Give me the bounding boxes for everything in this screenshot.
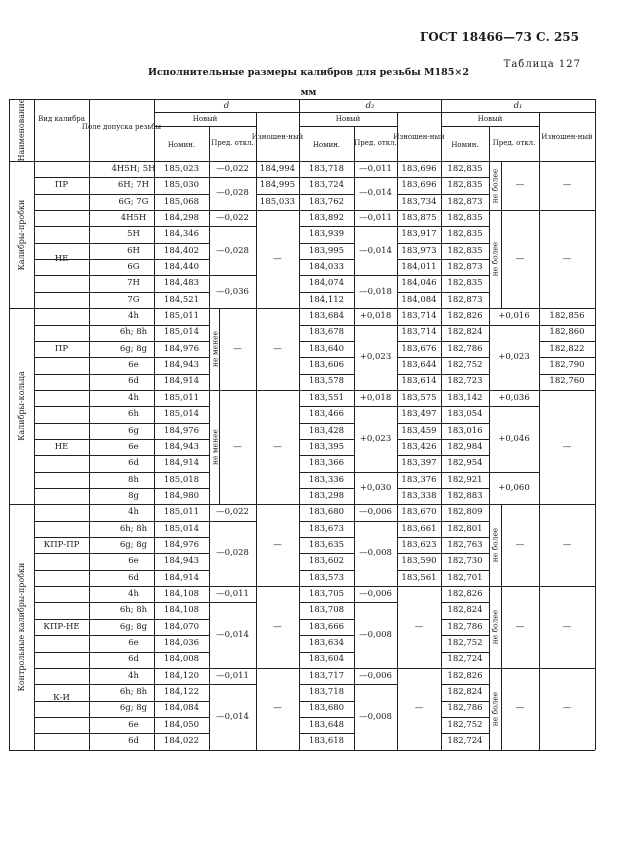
d-nominal-cell: 184,976 xyxy=(163,343,200,354)
dash-cell: — xyxy=(515,621,525,632)
d2-worn-cell: 183,575 xyxy=(401,392,437,403)
d-worn-cell: 184,994 xyxy=(259,163,296,174)
d2-nominal-cell: 183,578 xyxy=(308,376,345,387)
dash-cell: — xyxy=(515,253,525,264)
dash-cell: — xyxy=(562,539,572,550)
d2-worn-cell: 183,376 xyxy=(401,474,437,485)
d1-nominal-cell: 182,701 xyxy=(447,572,483,583)
column-header-d1: d₁ xyxy=(513,100,523,111)
column-header-worn-1: Изношен-ный xyxy=(393,132,445,141)
d2-nominal-cell: 183,939 xyxy=(308,229,345,240)
d2-worn-cell: 184,046 xyxy=(401,278,437,289)
d-nominal-cell: 184,346 xyxy=(163,229,200,240)
d1-not-more-label-1: не более xyxy=(490,241,500,277)
d-nominal-cell: 184,298 xyxy=(163,212,200,223)
d1-nominal-cell: 182,873 xyxy=(447,262,483,273)
tolerance-cell: 4H5H; 5H xyxy=(111,163,156,174)
d-nominal-cell: 184,914 xyxy=(163,458,200,469)
d2-nominal-cell: 183,428 xyxy=(308,425,345,436)
tolerance-cell: 8h xyxy=(128,474,139,485)
dash-cell: — xyxy=(273,621,282,632)
tolerance-cell: 6h; 8h xyxy=(119,605,148,616)
d1-nominal-cell: 182,835 xyxy=(447,212,483,223)
d2-worn-cell: 183,397 xyxy=(401,458,437,469)
d2-nominal-cell: 183,680 xyxy=(308,507,345,518)
column-header-worn-2: Изношен-ный xyxy=(541,132,593,141)
d2-nominal-cell: 183,705 xyxy=(308,589,345,600)
d2-nominal-cell: 183,634 xyxy=(308,638,345,649)
tolerance-cell: 4h xyxy=(128,589,139,600)
column-header-d: d xyxy=(223,100,230,111)
d1-nominal-cell: 182,824 xyxy=(447,605,483,616)
d2-nominal-cell: 183,718 xyxy=(308,687,345,698)
d2-deviation-cell: —0,011 xyxy=(359,163,392,174)
d-nominal-cell: 184,440 xyxy=(163,262,200,273)
d2-nominal-cell: 183,673 xyxy=(308,523,345,534)
tolerance-cell: 7G xyxy=(127,294,140,305)
d2-worn-cell: 183,459 xyxy=(401,425,437,436)
d-nominal-cell: 184,008 xyxy=(163,654,200,665)
d-deviation-cell: —0,022 xyxy=(216,507,249,518)
grid-line xyxy=(89,99,90,750)
d2-worn-cell: 183,561 xyxy=(401,572,437,583)
d2-worn-cell: 183,734 xyxy=(401,196,437,207)
dash-cell: — xyxy=(515,180,525,191)
d1-nominal-cell: 182,786 xyxy=(447,621,483,632)
column-header-new-1: Новый xyxy=(335,114,361,123)
d2-deviation-cell: —0,006 xyxy=(359,589,392,600)
grid-line xyxy=(501,504,502,586)
kind-label-4: КПР-ПР xyxy=(43,539,80,550)
column-header-nominal-2: Номин. xyxy=(451,140,479,149)
d2-worn-cell: 183,426 xyxy=(401,441,437,452)
dash-cell: — xyxy=(414,621,424,632)
d2-nominal-cell: 183,602 xyxy=(308,556,345,567)
d2-nominal-cell: 183,708 xyxy=(308,605,345,616)
dash-cell: — xyxy=(233,343,242,354)
dash-cell: — xyxy=(273,703,282,714)
dash-cell: — xyxy=(515,539,525,550)
d-nominal-cell: 184,976 xyxy=(163,425,200,436)
d2-worn-cell: 183,973 xyxy=(401,245,437,256)
d-nominal-cell: 184,122 xyxy=(163,687,200,698)
column-header-deviation-0: Пред. откл. xyxy=(211,138,254,147)
d2-deviation-cell: —0,018 xyxy=(359,286,392,297)
dash-cell: — xyxy=(562,180,572,191)
d2-nominal-cell: 183,635 xyxy=(308,539,345,550)
tolerance-cell: 7H xyxy=(127,278,140,289)
dash-cell: — xyxy=(562,441,572,452)
d-deviation-cell: —0,028 xyxy=(216,245,249,256)
d-nominal-cell: 185,011 xyxy=(163,507,200,518)
d1-nominal-cell: 182,752 xyxy=(447,638,483,649)
column-header-deviation-2: Пред. откл. xyxy=(492,138,536,147)
d2-deviation-cell: +0,023 xyxy=(359,351,392,362)
d1-nominal-cell: 182,835 xyxy=(447,163,483,174)
tolerance-cell: 6h; 8h xyxy=(119,687,148,698)
dash-cell: — xyxy=(273,539,282,550)
grid-line xyxy=(219,308,220,390)
d2-nominal-cell: 183,648 xyxy=(308,719,345,730)
grid-line xyxy=(501,161,502,210)
d1-nominal-cell: 182,984 xyxy=(447,441,483,452)
d2-nominal-cell: 183,395 xyxy=(308,441,345,452)
d2-worn-cell: 183,497 xyxy=(401,409,437,420)
dash-cell: — xyxy=(273,343,282,354)
d2-deviation-cell: —0,006 xyxy=(359,670,392,681)
d-deviation-cell: —0,014 xyxy=(216,629,249,640)
d2-worn-cell: 183,661 xyxy=(401,523,437,534)
grid-line xyxy=(9,161,595,162)
d1-nominal-cell: 182,723 xyxy=(447,376,483,387)
column-header-new-2: Новый xyxy=(477,114,503,123)
d1-nominal-cell: 182,824 xyxy=(447,687,483,698)
d-nominal-cell: 184,483 xyxy=(163,278,200,289)
d1-nominal-cell: 182,826 xyxy=(447,670,483,681)
d1-worn-cell: 182,790 xyxy=(549,360,585,371)
d2-worn-cell: 183,338 xyxy=(401,490,437,501)
d-nominal-cell: 184,914 xyxy=(163,376,200,387)
d2-nominal-cell: 183,606 xyxy=(308,360,345,371)
tolerance-cell: 6g; 8g xyxy=(119,343,148,354)
d-nominal-cell: 184,108 xyxy=(163,589,200,600)
tolerance-cell: 4H5H xyxy=(120,212,147,223)
d-deviation-cell: —0,028 xyxy=(216,188,249,199)
d2-nominal-cell: 184,074 xyxy=(308,278,345,289)
dash-cell: — xyxy=(273,253,282,264)
d1-nominal-cell: 182,873 xyxy=(447,294,483,305)
d1-nominal-cell: 182,724 xyxy=(447,736,483,747)
d2-worn-cell: 183,590 xyxy=(401,556,437,567)
dash-cell: — xyxy=(562,703,572,714)
tolerance-cell: 8g xyxy=(128,490,139,501)
d2-deviation-cell: —0,014 xyxy=(359,245,392,256)
d-deviation-cell: —0,011 xyxy=(216,589,249,600)
d-nominal-cell: 184,914 xyxy=(163,572,200,583)
column-header-new-0: Новый xyxy=(192,114,218,123)
d-nominal-cell: 185,014 xyxy=(163,327,200,338)
tolerance-cell: 6e xyxy=(128,556,139,567)
d1-nominal-cell: 182,826 xyxy=(447,311,483,322)
d2-nominal-cell: 183,680 xyxy=(308,703,345,714)
kind-label-5: КПР-НЕ xyxy=(43,621,80,632)
d-nominal-cell: 184,050 xyxy=(163,719,200,730)
unit-label: мм xyxy=(300,88,317,98)
d1-nominal-cell: 182,752 xyxy=(447,719,483,730)
d-nominal-cell: 184,980 xyxy=(163,490,200,501)
grid-line xyxy=(219,390,220,504)
d2-nominal-cell: 183,995 xyxy=(308,245,345,256)
d1-nominal-cell: 182,835 xyxy=(447,180,483,191)
grid-line xyxy=(501,586,502,668)
grid-line xyxy=(9,99,595,100)
d2-deviation-cell: +0,018 xyxy=(359,311,392,322)
d2-nominal-cell: 183,717 xyxy=(308,670,345,681)
d-nominal-cell: 184,943 xyxy=(163,556,200,567)
d2-nominal-cell: 183,551 xyxy=(308,392,345,403)
tolerance-cell: 4h xyxy=(128,507,139,518)
tolerance-cell: 6H xyxy=(127,245,140,256)
grid-line xyxy=(441,126,539,127)
d-nominal-cell: 185,018 xyxy=(163,474,200,485)
d2-worn-cell: 183,875 xyxy=(401,212,437,223)
kind-label-1: НЕ xyxy=(54,253,69,264)
d1-nominal-cell: 182,801 xyxy=(447,523,483,534)
group-label-1: Калибры-кольца xyxy=(16,371,26,442)
grid-line xyxy=(9,750,595,751)
grid-line xyxy=(9,99,10,750)
d-nominal-cell: 185,014 xyxy=(163,409,200,420)
d-deviation-cell: —0,036 xyxy=(216,286,249,297)
grid-line xyxy=(501,210,502,308)
d2-nominal-cell: 183,718 xyxy=(308,163,345,174)
tolerance-cell: 6d xyxy=(128,654,139,665)
tolerance-cell: 4h xyxy=(128,392,139,403)
tolerance-cell: 6g; 8g xyxy=(119,703,148,714)
d2-nominal-cell: 184,033 xyxy=(308,262,345,273)
tolerance-cell: 6H; 7H xyxy=(117,180,150,191)
d1-nominal-cell: 182,786 xyxy=(447,343,483,354)
d-nominal-cell: 184,120 xyxy=(163,670,200,681)
column-header-tolerance: Поле допуска резьбы xyxy=(81,122,162,131)
tolerance-cell: 6d xyxy=(128,376,139,387)
d1-worn-cell: 182,822 xyxy=(549,343,585,354)
d2-nominal-cell: 183,466 xyxy=(308,409,345,420)
tolerance-cell: 6e xyxy=(128,441,139,452)
d1-not-more-label-3: не более xyxy=(490,609,500,645)
d2-worn-cell: 183,614 xyxy=(401,376,437,387)
column-header-d2: d₂ xyxy=(365,100,375,111)
d1-nominal-cell: 182,883 xyxy=(447,490,483,501)
dash-cell: — xyxy=(233,441,242,452)
column-header-nominal-1: Номин. xyxy=(312,140,341,149)
tolerance-cell: 6g; 8g xyxy=(119,621,148,632)
d1-nominal-cell: 182,786 xyxy=(447,703,483,714)
d1-nominal-cell: 183,142 xyxy=(447,392,483,403)
d2-worn-cell: 183,676 xyxy=(401,343,437,354)
d-deviation-cell: —0,014 xyxy=(216,711,249,722)
d-nominal-cell: 184,108 xyxy=(163,605,200,616)
d1-not-more-label-4: не более xyxy=(490,691,500,726)
d2-deviation-cell: —0,014 xyxy=(359,188,392,199)
tolerance-cell: 6G xyxy=(127,262,140,273)
d2-nominal-cell: 183,298 xyxy=(308,490,345,501)
d-nominal-cell: 185,011 xyxy=(163,311,200,322)
d2-deviation-cell: —0,006 xyxy=(359,507,392,518)
column-header-deviation-1: Пред. откл. xyxy=(354,138,397,147)
grid-line xyxy=(595,99,596,750)
d2-worn-cell: 183,714 xyxy=(401,311,437,322)
d-not-less-label-0: не менее xyxy=(209,331,219,368)
d-nominal-cell: 184,022 xyxy=(163,736,200,747)
dash-cell: — xyxy=(414,703,424,714)
d2-nominal-cell: 183,366 xyxy=(308,458,345,469)
d1-deviation-cell: +0,036 xyxy=(498,392,530,403)
d1-nominal-cell: 182,763 xyxy=(447,539,483,550)
d1-nominal-cell: 182,826 xyxy=(447,589,483,600)
d-nominal-cell: 185,014 xyxy=(163,523,200,534)
d2-worn-cell: 183,917 xyxy=(401,229,437,240)
d-nominal-cell: 184,976 xyxy=(163,539,200,550)
tolerance-cell: 6h; 8h xyxy=(119,327,148,338)
d2-worn-cell: 183,696 xyxy=(401,163,437,174)
tolerance-cell: 6h xyxy=(128,409,139,420)
tolerance-cell: 6d xyxy=(128,736,139,747)
d2-nominal-cell: 183,678 xyxy=(308,327,345,338)
tolerance-cell: 5H xyxy=(127,229,140,240)
d2-nominal-cell: 183,684 xyxy=(308,311,345,322)
kind-label-2: ПР xyxy=(54,343,69,354)
d1-nominal-cell: 182,921 xyxy=(447,474,483,485)
d1-worn-cell: 182,760 xyxy=(549,376,585,387)
grid-line xyxy=(299,99,300,750)
dash-cell: — xyxy=(273,441,282,452)
grid-line xyxy=(539,112,540,750)
grid-line xyxy=(256,112,257,750)
d1-nominal-cell: 182,824 xyxy=(447,327,483,338)
d-deviation-cell: —0,022 xyxy=(216,163,249,174)
d1-not-more-label-2: не более xyxy=(490,527,500,563)
column-header-name: Наименование xyxy=(16,98,26,162)
d1-deviation-cell: +0,060 xyxy=(498,482,530,493)
d2-deviation-cell: +0,023 xyxy=(359,433,392,444)
tolerance-cell: 6g xyxy=(128,425,139,436)
d1-deviation-cell: +0,016 xyxy=(498,311,530,322)
dash-cell: — xyxy=(562,621,572,632)
d1-nominal-cell: 182,752 xyxy=(447,360,483,371)
tolerance-cell: 6h; 8h xyxy=(119,523,148,534)
d-nominal-cell: 184,943 xyxy=(163,360,200,371)
d-nominal-cell: 184,402 xyxy=(163,245,200,256)
d2-worn-cell: 183,714 xyxy=(401,327,437,338)
grid-line xyxy=(441,99,442,750)
d-deviation-cell: —0,028 xyxy=(216,548,249,559)
d1-nominal-cell: 182,835 xyxy=(447,278,483,289)
d2-deviation-cell: —0,011 xyxy=(359,212,392,223)
d2-worn-cell: 184,084 xyxy=(401,294,437,305)
table-title: Исполнительные размеры калибров для резьбы М185×2 xyxy=(148,67,469,78)
tolerance-cell: 6e xyxy=(128,360,139,371)
d2-nominal-cell: 183,762 xyxy=(308,196,345,207)
column-header-nominal-0: Номин. xyxy=(167,140,196,149)
grid-line xyxy=(154,99,155,750)
kind-label-3: НЕ xyxy=(54,441,69,452)
d2-worn-cell: 184,011 xyxy=(401,262,437,273)
d-deviation-cell: —0,022 xyxy=(216,212,249,223)
d-nominal-cell: 185,011 xyxy=(163,392,200,403)
d-nominal-cell: 184,084 xyxy=(163,703,200,714)
dash-cell: — xyxy=(515,703,525,714)
group-label-0: Калибры-пробки xyxy=(16,199,26,270)
d2-deviation-cell: —0,008 xyxy=(359,629,392,640)
d1-nominal-cell: 182,724 xyxy=(447,654,483,665)
d1-nominal-cell: 182,809 xyxy=(447,507,483,518)
d-not-less-label-1: не менее xyxy=(209,429,219,466)
tolerance-cell: 6g; 8g xyxy=(119,539,148,550)
d2-worn-cell: 183,644 xyxy=(401,360,437,371)
d1-worn-cell: 182,856 xyxy=(549,311,585,322)
tolerance-cell: 6G; 7G xyxy=(118,196,149,207)
d1-not-more-label-0: не более xyxy=(490,168,500,203)
d-nominal-cell: 184,521 xyxy=(163,294,200,305)
group-label-2: Контрольные калибры-пробки xyxy=(16,562,26,692)
d2-deviation-cell: —0,008 xyxy=(359,548,392,559)
d2-nominal-cell: 183,604 xyxy=(308,654,345,665)
grid-line xyxy=(299,126,397,127)
d1-nominal-cell: 182,954 xyxy=(447,458,483,469)
tolerance-cell: 6e xyxy=(128,638,139,649)
d-nominal-cell: 184,943 xyxy=(163,441,200,452)
d2-nominal-cell: 183,336 xyxy=(308,474,345,485)
grid-line xyxy=(354,126,355,750)
d2-worn-cell: 183,696 xyxy=(401,180,437,191)
d2-deviation-cell: +0,018 xyxy=(359,392,392,403)
d-nominal-cell: 185,068 xyxy=(163,196,200,207)
kind-label-0: ПР xyxy=(54,180,69,191)
d1-worn-cell: 182,860 xyxy=(549,327,585,338)
d-nominal-cell: 185,023 xyxy=(163,163,200,174)
column-header-worn-0: Изношен-ный xyxy=(251,132,304,141)
d-deviation-cell: —0,011 xyxy=(216,670,249,681)
grid-line xyxy=(397,112,398,750)
grid-line xyxy=(489,126,490,750)
grid-line xyxy=(34,99,35,750)
tolerance-cell: 6e xyxy=(128,719,139,730)
kind-label-6: К-И xyxy=(53,693,70,704)
dash-cell: — xyxy=(562,253,572,264)
d-nominal-cell: 184,036 xyxy=(163,638,200,649)
d1-nominal-cell: 182,730 xyxy=(447,556,483,567)
d1-deviation-cell: +0,023 xyxy=(498,351,530,362)
d2-nominal-cell: 183,573 xyxy=(308,572,345,583)
d2-nominal-cell: 183,892 xyxy=(308,212,345,223)
d1-nominal-cell: 182,873 xyxy=(447,196,483,207)
d2-nominal-cell: 183,640 xyxy=(308,343,345,354)
d1-nominal-cell: 183,054 xyxy=(447,409,483,420)
d1-deviation-cell: +0,046 xyxy=(498,433,530,444)
d2-worn-cell: 183,623 xyxy=(401,539,437,550)
d-worn-cell: 185,033 xyxy=(259,196,296,207)
d1-nominal-cell: 182,835 xyxy=(447,245,483,256)
d2-worn-cell: 183,670 xyxy=(401,507,437,518)
grid-line xyxy=(501,668,502,750)
column-header-kind: Вид калибра xyxy=(38,114,85,123)
tolerance-cell: 6d xyxy=(128,572,139,583)
grid-line xyxy=(154,126,256,127)
d-nominal-cell: 185,030 xyxy=(163,180,200,191)
d2-nominal-cell: 184,112 xyxy=(308,294,345,305)
d1-nominal-cell: 182,835 xyxy=(447,229,483,240)
d2-nominal-cell: 183,666 xyxy=(308,621,345,632)
d2-deviation-cell: —0,008 xyxy=(359,711,392,722)
tolerance-cell: 4h xyxy=(128,670,139,681)
tolerance-cell: 4h xyxy=(128,311,139,322)
table-number: Таблица 127 xyxy=(503,59,581,70)
d2-nominal-cell: 183,724 xyxy=(308,180,345,191)
d2-nominal-cell: 183,618 xyxy=(308,736,345,747)
grid-line xyxy=(154,112,595,113)
standard-header: ГОСТ 18466—73 С. 255 xyxy=(420,30,579,44)
tolerance-cell: 6d xyxy=(128,458,139,469)
d2-deviation-cell: +0,030 xyxy=(359,482,392,493)
d1-nominal-cell: 183,016 xyxy=(447,425,483,436)
d-nominal-cell: 184,070 xyxy=(163,621,200,632)
d-worn-cell: 184,995 xyxy=(259,180,296,191)
